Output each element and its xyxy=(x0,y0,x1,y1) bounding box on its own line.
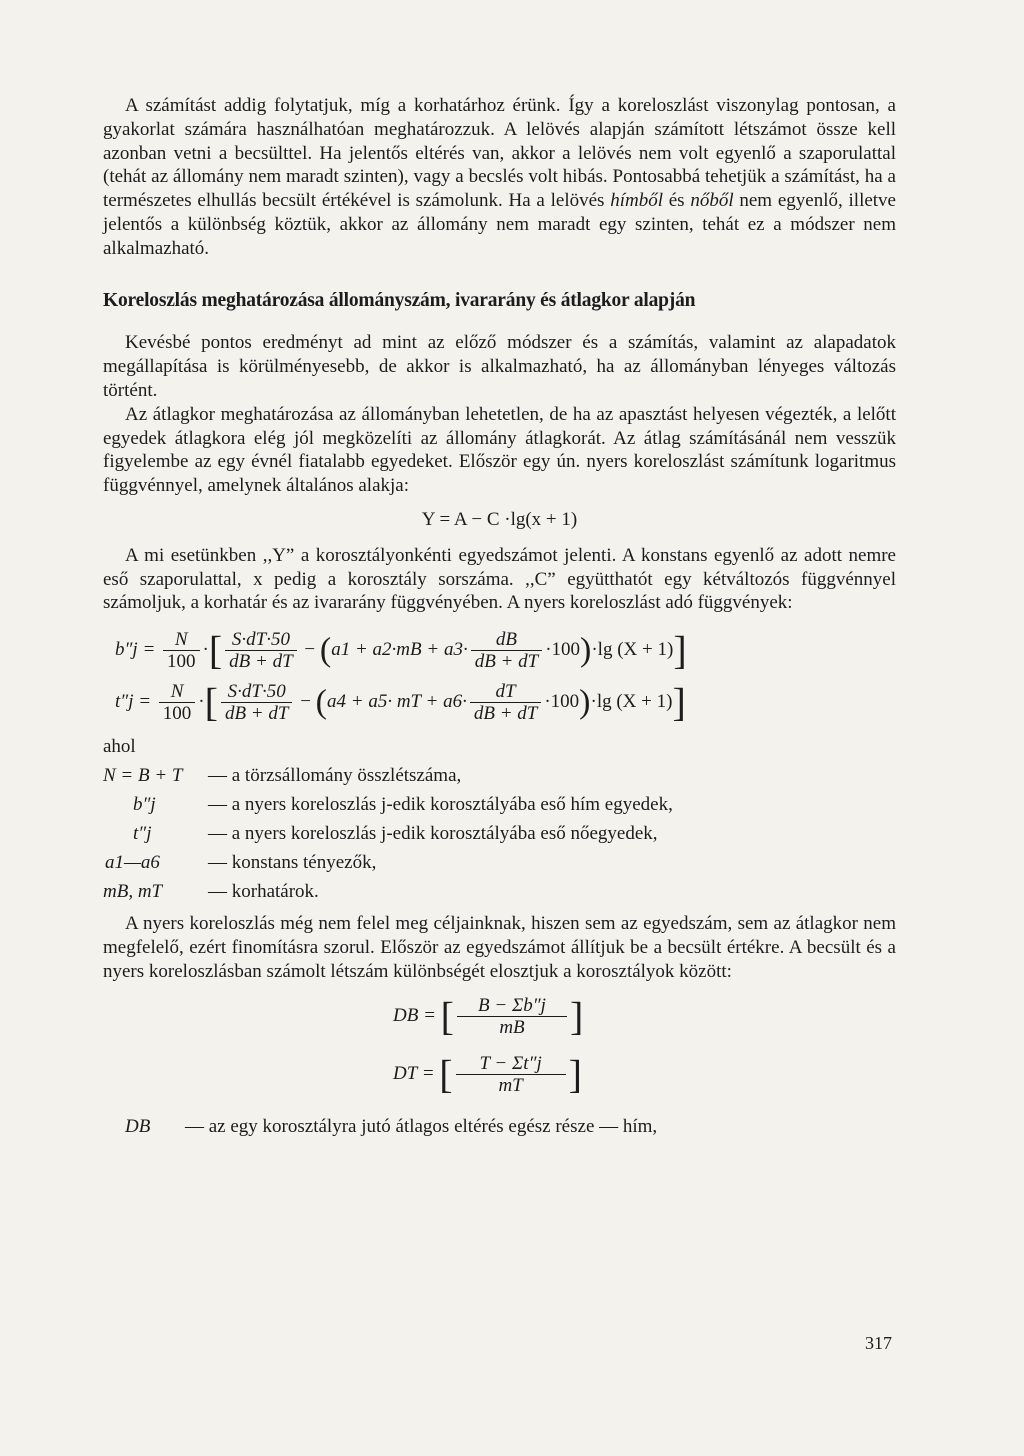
definition-symbol: mB, mT xyxy=(103,880,163,902)
db-definition xyxy=(103,1115,896,1139)
fraction-t-2 xyxy=(470,681,542,724)
definition-row xyxy=(103,790,896,819)
frac-num: N xyxy=(159,681,196,703)
frac-den: dB + dT xyxy=(474,651,539,673)
paragraph-2: Kevésbé pontos eredményt ad mint az előző módszer és a számítás, valamint az alapadatok megállapítása is körülményesebb, de akkor is alkalmazható, ha az állományban lényeges változás történt. xyxy=(103,332,896,401)
frac-den: dB + dT xyxy=(224,703,289,725)
definition-row xyxy=(103,819,896,848)
paragraph-3: Az átlagkor meghatározása az állományban lehetetlen, de ha az apasztást helyesen végezték, a lelőtt egyedek átlagkora elég jól megközelíti az állomány átlagkorát. Az átlag számításánál nem vesszük figyelembe az egy évnél fiatalabb egyedeket. Először egy ún. nyers koreloszlást számítunk logaritmus függvénnyel, amelynek általános alakja: xyxy=(103,403,896,497)
formula-b-row: b″j = $\frac{N}{100}$ ·[ $\frac{S\cdot dT\cdot 50}{dB + dT}$ − (a1 + a2·mB + a3· $\frac{dB}{dB + dT}$ ·100)·lg (X + 1)] xyxy=(115,627,687,673)
definition-text: — konstans tényezők, xyxy=(208,851,377,873)
frac-den: mT xyxy=(498,1075,523,1097)
frac-num: T − Σt″j xyxy=(456,1053,566,1075)
formula-b-lhs: b″j = xyxy=(115,639,156,660)
fraction-dt xyxy=(456,1053,566,1096)
formula-tail: ·100 xyxy=(545,639,581,660)
formula-dt-row: DT = [ $\frac{T - \Sigma t''j}{mT}$ ] xyxy=(393,1051,582,1097)
frac-num: N xyxy=(163,629,200,651)
definition-text: — a nyers koreloszlás j-edik korosztályába eső hím egyedek, xyxy=(208,793,673,815)
formula-dt-lhs: DT = xyxy=(393,1063,435,1085)
definitions-list xyxy=(103,761,896,906)
formula-db-row: DB = [ $\frac{B - \Sigma b''j}{mB}$ ] xyxy=(393,993,584,1039)
frac-num: S·dT·50 xyxy=(221,681,293,703)
frac-den: 100 xyxy=(162,703,192,725)
paragraph-5: A nyers koreloszlás még nem felel meg céljainknak, hiszen sem az egyedszám, sem az átlagkor nem megfelelő, ezért finomításra szorul. Először az egyedszámot állítjuk be a becsült értékre. A becsült és a nyers koreloszlásban számolt létszám különbségét elosztjuk a korosztályok között: xyxy=(103,912,896,982)
definition-symbol: b″j xyxy=(133,793,156,815)
definition-symbol: a1—a6 xyxy=(105,851,160,873)
formula-lg: ·lg (X + 1) xyxy=(591,639,674,660)
definition-text: — korhatárok. xyxy=(208,880,319,902)
paragraph-1 xyxy=(103,94,896,261)
formula-t-mid: a4 + a5· mT + a6· xyxy=(327,691,467,712)
fraction-db xyxy=(457,995,567,1038)
correction-formulas xyxy=(103,991,896,1109)
fraction-b-2 xyxy=(471,629,543,672)
formula-lg: ·lg (X + 1) xyxy=(590,691,673,712)
ahol-label: ahol xyxy=(103,736,136,758)
definition-row xyxy=(103,848,896,877)
raw-distribution-formulas xyxy=(103,629,896,735)
italic-word-himbol: hímből xyxy=(610,190,663,212)
section-heading: Koreloszlás meghatározása állományszám, ivararány és átlagkor alapján xyxy=(103,289,696,311)
db-definition-text: — az egy korosztályra jutó átlagos eltérés egész része — hím, xyxy=(185,1116,658,1138)
frac-num: S·dT·50 xyxy=(225,629,297,651)
paragraph-1-text: A számítást addig folytatjuk, míg a korhatárhoz érünk. Így a koreloszlást viszonylag pontosan, a gyakorlat számára használhatóan meghatározzuk. A lelövés alapján számított létszámot össze kell azonban vetni a becsülttel. Ha jelentős eltérés van, akkor a lelövés nem volt egyenlő a szaporulattal (tehát az állomány nem maradt szinten), vagy a becslés volt hibás. Pontosabbá tehetjük a számítást, ha a természetes elhullás becsült értékével is számolunk. Ha a lelövés xyxy=(103,95,896,212)
frac-den: mB xyxy=(499,1017,525,1039)
definition-symbol: N = B + T xyxy=(103,764,183,786)
definition-row xyxy=(103,761,896,790)
db-definition-symbol: DB xyxy=(125,1116,151,1138)
formula-t-lhs: t″j = xyxy=(115,691,152,712)
fraction-n-100 xyxy=(163,629,200,672)
italic-word-nobol: nőből xyxy=(690,190,734,212)
fraction-b-1 xyxy=(225,629,297,672)
formula-t-row: t″j = $\frac{N}{100}$ ·[ $\frac{S\cdot dT\cdot 50}{dB + dT}$ − (a4 + a5· mT + a6· $\frac{dT}{dB + dT}$ ·100)·lg (X + 1)] xyxy=(115,679,686,725)
frac-num: dB xyxy=(471,629,543,651)
page-number: 317 xyxy=(865,1333,892,1353)
paragraph-1-connector: és xyxy=(662,190,691,212)
fraction-t-1 xyxy=(221,681,293,724)
frac-num: dT xyxy=(470,681,542,703)
formula-tail: ·100 xyxy=(544,691,580,712)
fraction-n-100 xyxy=(159,681,196,724)
definition-symbol: t″j xyxy=(133,822,152,844)
formula-b-mid: a1 + a2·mB + a3· xyxy=(331,639,468,660)
frac-num: B − Σb″j xyxy=(457,995,567,1017)
frac-den: dB + dT xyxy=(473,703,538,725)
formula-db-lhs: DB = xyxy=(393,1005,436,1027)
page-content xyxy=(103,94,896,1139)
paragraph-4: A mi esetünkben ,,Y” a korosztályonkénti egyedszámot jelenti. A konstans egyenlő az adott nemre eső szaporulattal, x pedig a korosztály sorszáma. ,,C” együtthatót egy kétváltozós függvénnyel számoljuk, a korhatár és az ivararány függvényében. A nyers koreloszlást adó függvények: xyxy=(103,544,896,614)
definition-text: — a nyers koreloszlás j-edik korosztályába eső nőegyedek, xyxy=(208,822,658,844)
paragraph-1-end: nem egyenlő, illetve jelentős a különbség köztük, akkor az állomány nem maradt egy szinten, tehát ez a módszer nem alkalmazható. xyxy=(103,190,896,259)
definition-text: — a törzsállomány összlétszáma, xyxy=(208,764,462,786)
frac-den: 100 xyxy=(167,651,196,673)
frac-den: dB + dT xyxy=(229,651,293,673)
definition-row xyxy=(103,877,896,906)
log-formula: Y = A − C ·lg(x + 1) xyxy=(421,508,578,530)
